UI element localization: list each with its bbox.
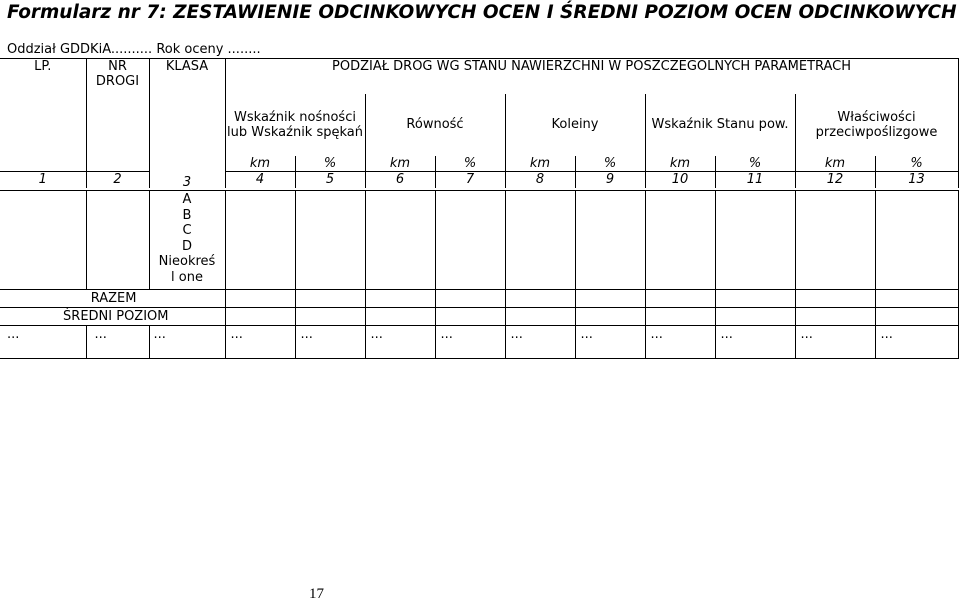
header-param-koleiny: Koleiny [551, 117, 599, 132]
unit-km: km [824, 155, 846, 171]
header-param-rownosc: Równość [406, 117, 464, 132]
dots-cell: ... [370, 327, 383, 342]
dots-cell: ... [720, 327, 733, 342]
unit-percent: % [748, 155, 762, 171]
form-title: Formularz nr 7: ZESTAWIENIE ODCINKOWYCH OCEN I ŚREDNI POZIOM OCEN ODCINKOWYCH [7, 2, 957, 23]
dots-cell: ... [580, 327, 593, 342]
header-param-wsp: Wskaźnik Stanu pow. [651, 117, 789, 132]
unit-km: km [249, 155, 271, 171]
column-number: 12 [826, 172, 844, 187]
dots-cell: ... [7, 327, 20, 342]
column-number: 2 [113, 172, 122, 187]
column-number: 11 [746, 172, 764, 187]
column-number: 6 [395, 172, 405, 187]
column-number: 4 [255, 172, 265, 187]
unit-percent: % [323, 155, 337, 171]
dots-cell: ... [800, 327, 813, 342]
dots-cell: ... [94, 327, 107, 342]
header-param-nosnosc: Wskaźnik nośności lub Wskaźnik spękań [227, 109, 363, 140]
sredni-poziom-row [0, 308, 958, 326]
column-number: 9 [605, 172, 615, 187]
class-c: C [182, 223, 192, 239]
column-number: 13 [908, 172, 925, 187]
class-nieokreslone: Nieokreśl one [158, 254, 216, 285]
assessment-table [0, 58, 959, 188]
dots-cell: ... [153, 327, 166, 342]
assessment-body [0, 190, 959, 359]
sredni-poziom-label: ŚREDNI POZIOM [63, 309, 169, 324]
class-b: B [182, 207, 192, 223]
header-row-top [0, 59, 958, 94]
page-number: 17 [309, 586, 324, 602]
dots-cell: ... [880, 327, 893, 342]
column-number: 5 [325, 172, 335, 187]
class-a: A [182, 192, 192, 207]
class-rows [0, 191, 958, 290]
column-number: 1 [38, 172, 47, 187]
dots-cell: ... [230, 327, 243, 342]
razem-label: RAZEM [90, 291, 137, 306]
column-number: 7 [465, 172, 475, 187]
header-row-units [0, 156, 958, 172]
dots-cell: ... [510, 327, 523, 342]
dots-cell: ... [650, 327, 663, 342]
header-nr-drogi: NR DROGI [95, 59, 140, 89]
column-number: 3 [182, 175, 192, 190]
razem-row [0, 290, 958, 308]
unit-percent: % [910, 155, 923, 171]
unit-percent: % [603, 155, 617, 171]
unit-km: km [669, 155, 691, 171]
column-number: 8 [535, 172, 545, 187]
header-lp: LP. [34, 59, 52, 74]
header-podzial: PODZIAŁ DRÓG WG STANU NAWIERZCHNI W POSZCZEGÓLNYCH PARAMETRACH [332, 59, 852, 74]
unit-km: km [529, 155, 551, 171]
header-klasa: KLASA [165, 59, 209, 74]
header-param-przeciwposlizg: Właściwości przeciwpoślizgowe [815, 109, 938, 140]
unit-percent: % [463, 155, 477, 171]
form-subtitle: Oddział GDDKiA.......... Rok oceny ........ [7, 42, 261, 57]
dots-row [0, 326, 958, 359]
class-d: D [181, 238, 192, 254]
column-number: 10 [671, 172, 689, 187]
dots-cell: ... [300, 327, 313, 342]
column-numbers-row [0, 172, 958, 188]
dots-cell: ... [440, 327, 453, 342]
unit-km: km [389, 155, 411, 171]
